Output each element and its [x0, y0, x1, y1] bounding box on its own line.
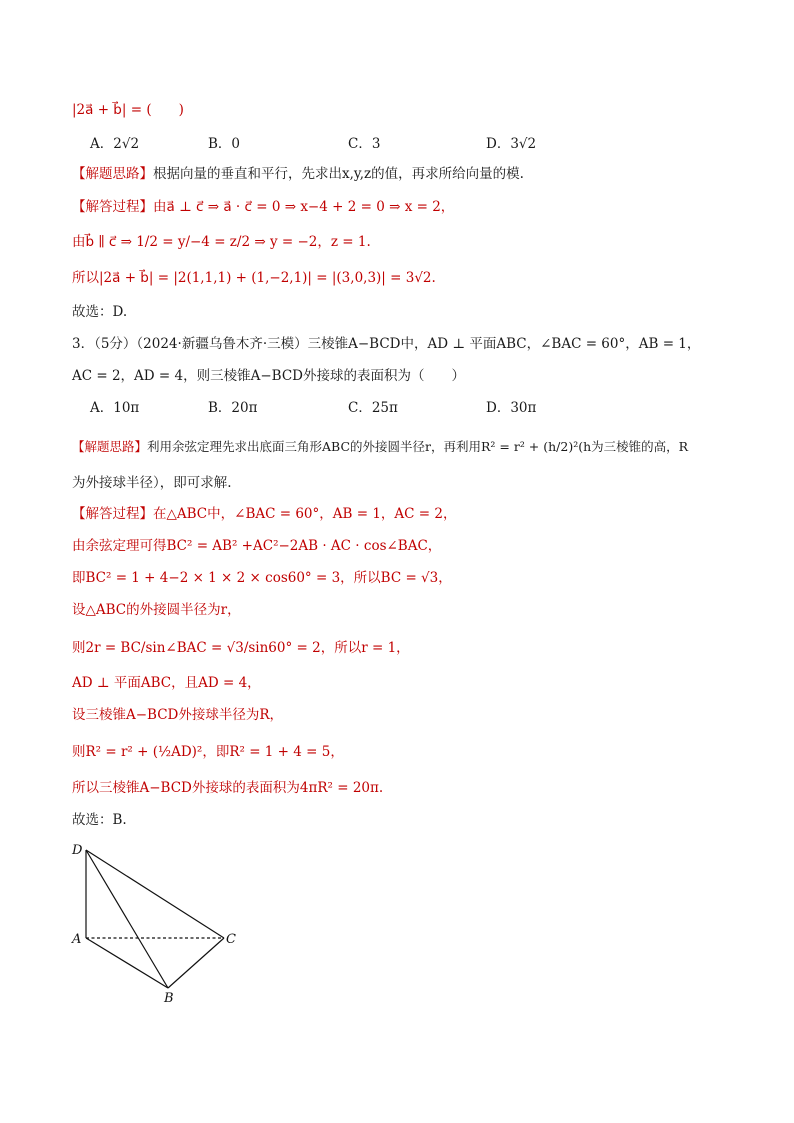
edge-dc	[86, 850, 224, 938]
q3-proc-tag: 【解答过程】	[72, 506, 153, 522]
q2-proc-tag: 【解答过程】	[72, 199, 153, 215]
q2-idea	[72, 164, 524, 184]
label-a: A	[72, 932, 82, 947]
q2-process	[72, 197, 454, 217]
label-d: D	[72, 843, 83, 858]
q3-step5: 则2r = BC/sin∠BAC = √3/sin60° = 2，所以r = 1，	[72, 640, 410, 656]
q3-step9: 所以三棱锥A−BCD外接球的表面积为4πR² = 20π.	[72, 780, 384, 796]
q2-option-a: A．2√2	[90, 136, 140, 152]
edge-bc	[168, 938, 224, 988]
q3-step6: AD ⊥ 平面ABC，且AD = 4，	[72, 675, 261, 691]
q3-option-a: A．10π	[90, 400, 140, 416]
q3-idea-tag: 【解题思路】	[72, 439, 148, 454]
q3-step3: 即BC² = 1 + 4−2 × 1 × 2 × cos60° = 3，所以BC = √3，	[72, 570, 452, 586]
q3-option-c: C．25π	[348, 400, 398, 416]
label-c: C	[226, 932, 236, 947]
q3-process	[72, 504, 456, 524]
q2-option-b: B．0	[208, 136, 241, 152]
q3-answer: 故选：B.	[72, 812, 127, 828]
q2-option-d: D．3√2	[486, 136, 537, 152]
q3-step4: 设△ABC的外接圆半径为r，	[72, 602, 241, 618]
label-b: B	[164, 991, 174, 1004]
q2-idea-tag: 【解题思路】	[72, 166, 153, 182]
q3-option-d: D．30π	[486, 400, 537, 416]
q3-idea-line1	[72, 437, 688, 457]
edge-db	[86, 850, 168, 988]
q3-stem-line2: AC = 2，AD = 4，则三棱锥A−BCD外接球的表面积为（ ）	[72, 368, 466, 384]
tetrahedron-figure	[60, 838, 260, 1004]
q3-step2: 由余弦定理可得BC² = AB² +AC²−2AB · AC · cos∠BAC，	[72, 538, 442, 554]
q3-stem-line1: 3．（5分）（2024·新疆乌鲁木齐·三模）三棱锥A−BCD中，AD ⊥ 平面ABC，∠BAC = 60°，AB = 1，	[72, 336, 701, 352]
q3-idea-text1: 利用余弦定理先求出底面三角形ABC的外接圆半径r，再利用R² = r² + (h/2)²(h为三棱锥的高，R	[147, 439, 689, 454]
q2-step1: 由a⃗ ⊥ c⃗ ⇒ a⃗ · c⃗ = 0 ⇒ x−4 + 2 = 0 ⇒ x = 2，	[153, 199, 455, 215]
q3-idea-line2: 为外接球半径），即可求解.	[72, 475, 232, 491]
edge-ab	[86, 938, 168, 988]
q3-step8: 则R² = r² + (½AD)²，即R² = 1 + 4 = 5，	[72, 744, 344, 760]
q2-idea-text: 根据向量的垂直和平行，先求出x,y,z的值，再求所给向量的模.	[153, 166, 524, 182]
q3-option-b: B．20π	[208, 400, 258, 416]
q3-step7: 设三棱锥A−BCD外接球半径为R，	[72, 707, 284, 723]
q2-stem: |2a⃗ + b⃗| = ( )	[72, 102, 184, 118]
q2-step3: 所以|2a⃗ + b⃗| = |2(1,1,1) + (1,−2,1)| = |(3,0,3)| = 3√2.	[72, 270, 436, 286]
q3-step1: 在△ABC中，∠BAC = 60°，AB = 1，AC = 2，	[153, 506, 457, 522]
q2-option-c: C．3	[348, 136, 381, 152]
q2-answer: 故选：D.	[72, 304, 128, 320]
q2-step2: 由b⃗ ∥ c⃗ ⇒ 1/2 = y/−4 = z/2 ⇒ y = −2，z = 1.	[72, 234, 371, 250]
